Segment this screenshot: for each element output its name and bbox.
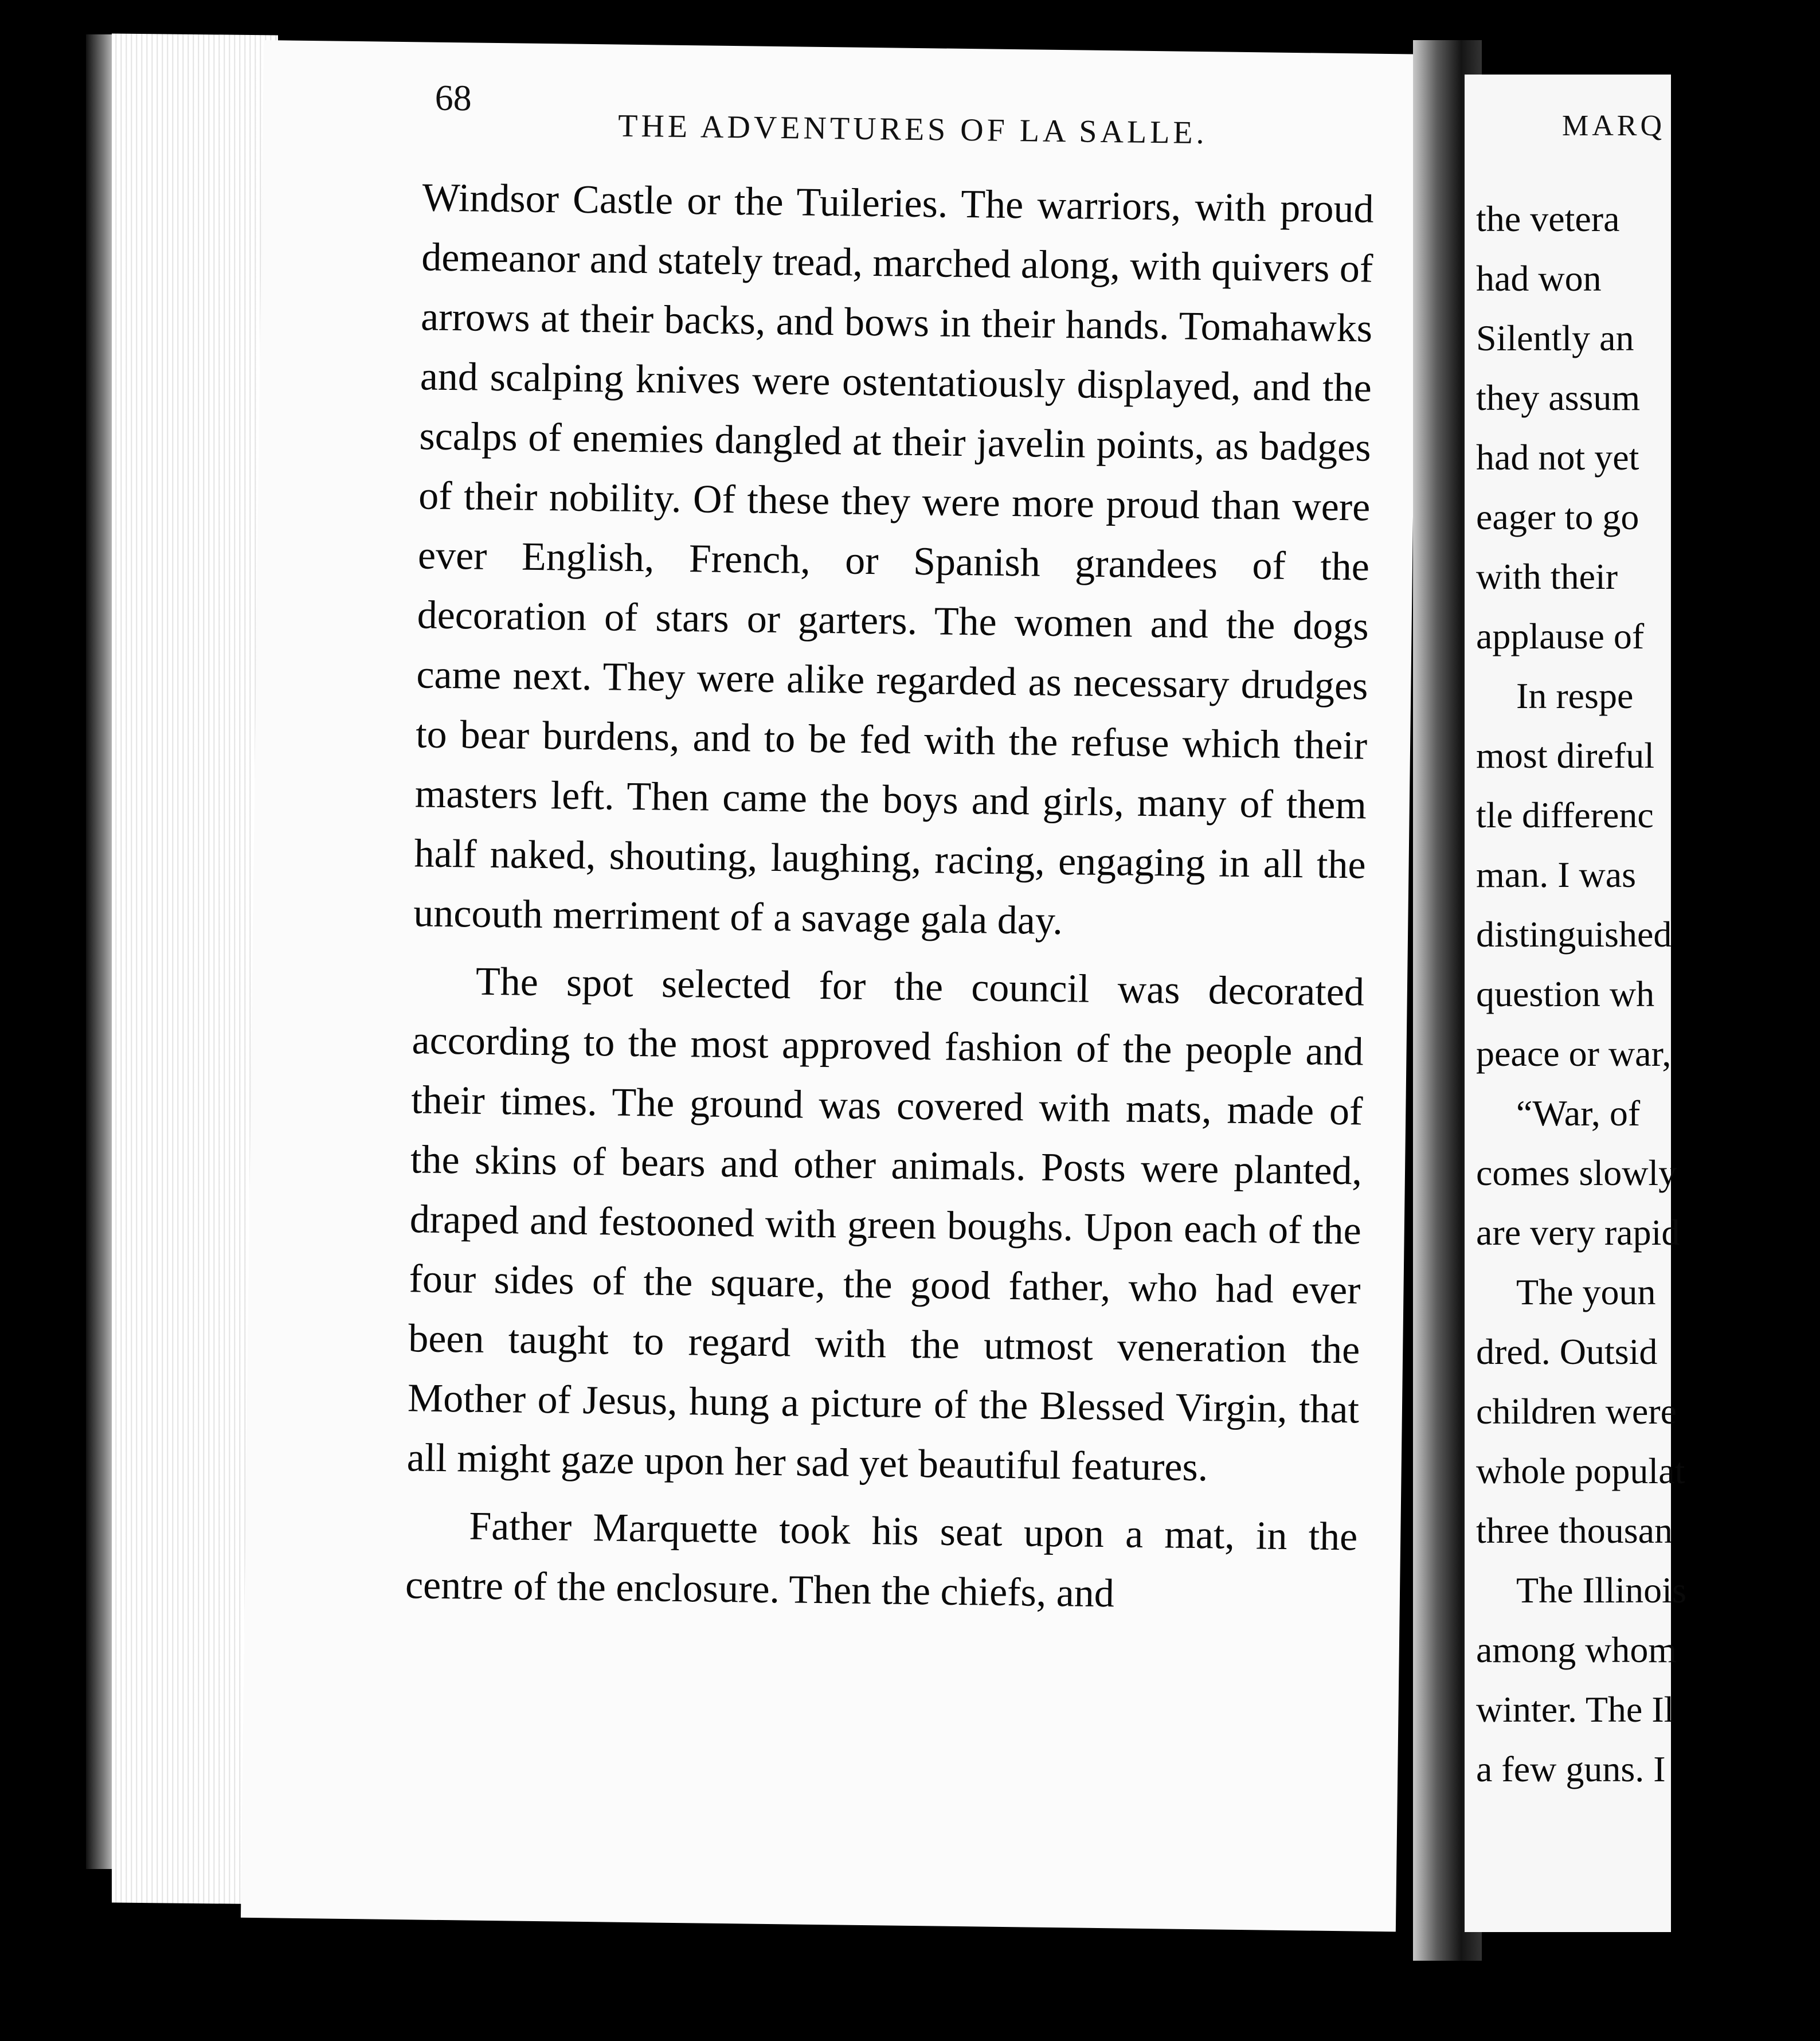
right-page-line: applause of xyxy=(1476,616,1645,656)
right-page-line: dred. Outsid xyxy=(1476,1331,1658,1372)
right-page-line: they assum xyxy=(1476,377,1641,418)
right-page-line: peace or war, xyxy=(1476,1033,1672,1074)
right-page-line: “War, of xyxy=(1516,1093,1641,1133)
right-page-line: among whom xyxy=(1476,1629,1677,1670)
right-page-line: The youn xyxy=(1516,1272,1656,1312)
right-page-line: three thousan xyxy=(1476,1510,1673,1551)
right-page-line: most direful xyxy=(1476,735,1655,776)
paragraph-2: The spot selected for the council was decorated according to the most approved fashion of the people and their times. The ground was covered with mats, made of the skins of bears and other animals. Posts were planted, draped and festooned with green boughs. Upon each of the four sides of the square, the good father, who had ever been taught to regard with the utmost veneration the Mother of Jesus, hung a picture of the Blessed Virgin, that all might gaze upon her sad yet beautiful features. xyxy=(406,959,1365,1490)
right-page-line: comes slowly xyxy=(1476,1152,1677,1193)
right-page-line: had won xyxy=(1476,258,1602,299)
right-page-line: the vetera xyxy=(1476,198,1620,239)
page-number: 68 xyxy=(435,77,472,119)
right-page-line: winter. The Il xyxy=(1476,1689,1674,1730)
right-page-line: tle differenc xyxy=(1476,795,1654,835)
right-page-line: are very rapid xyxy=(1476,1212,1680,1253)
right-page-line: whole populat xyxy=(1476,1450,1685,1491)
right-page-line: distinguished xyxy=(1476,914,1672,955)
right-page-line: question wh xyxy=(1476,973,1655,1014)
left-page xyxy=(241,40,1419,1931)
paragraph-3: Father Marquette took his seat upon a mat, in the centre of the enclosure. Then the chiefs, and xyxy=(405,1504,1358,1616)
right-page-line: a few guns. I xyxy=(1476,1749,1666,1789)
right-page-line: eager to go xyxy=(1476,496,1639,537)
right-page-line: Silently an xyxy=(1476,318,1634,358)
right-page xyxy=(1465,75,1686,1932)
paragraph-1: Windsor Castle or the Tuileries. The warriors, with proud demeanor and stately tread, marched along, with quivers of arrows at their backs, and bows in their hands. Tomahawks and scalping knives were ostentatiously displayed, and the scalps of enemies dangled at their javelin points, as badges of their nobility. Of these they were more proud than were ever English, French, or Spanish grandees of the decoration of stars or garters. The women and the dogs came next. They were alike regarded as necessary drudges to bear burdens, and to be fed with the refuse which their masters left. Then came the boys and girls, many of them half naked, shouting, laughing, racing, engaging in all the uncouth merriment of a savage gala day. xyxy=(413,175,1375,944)
running-head: THE ADVENTURES OF LA SALLE. xyxy=(617,108,1208,151)
right-page-line: had not yet xyxy=(1476,437,1639,478)
right-page-line: children were xyxy=(1476,1391,1677,1432)
right-page-line: man. I was xyxy=(1476,854,1637,895)
right-page-body xyxy=(1476,189,1820,1799)
right-running-head: MARQ xyxy=(1562,110,1666,142)
right-page-line: with their xyxy=(1476,556,1618,597)
left-page-body xyxy=(405,168,1374,1626)
right-page-line: In respe xyxy=(1516,675,1634,716)
right-page-line: The Illinois xyxy=(1516,1570,1686,1610)
